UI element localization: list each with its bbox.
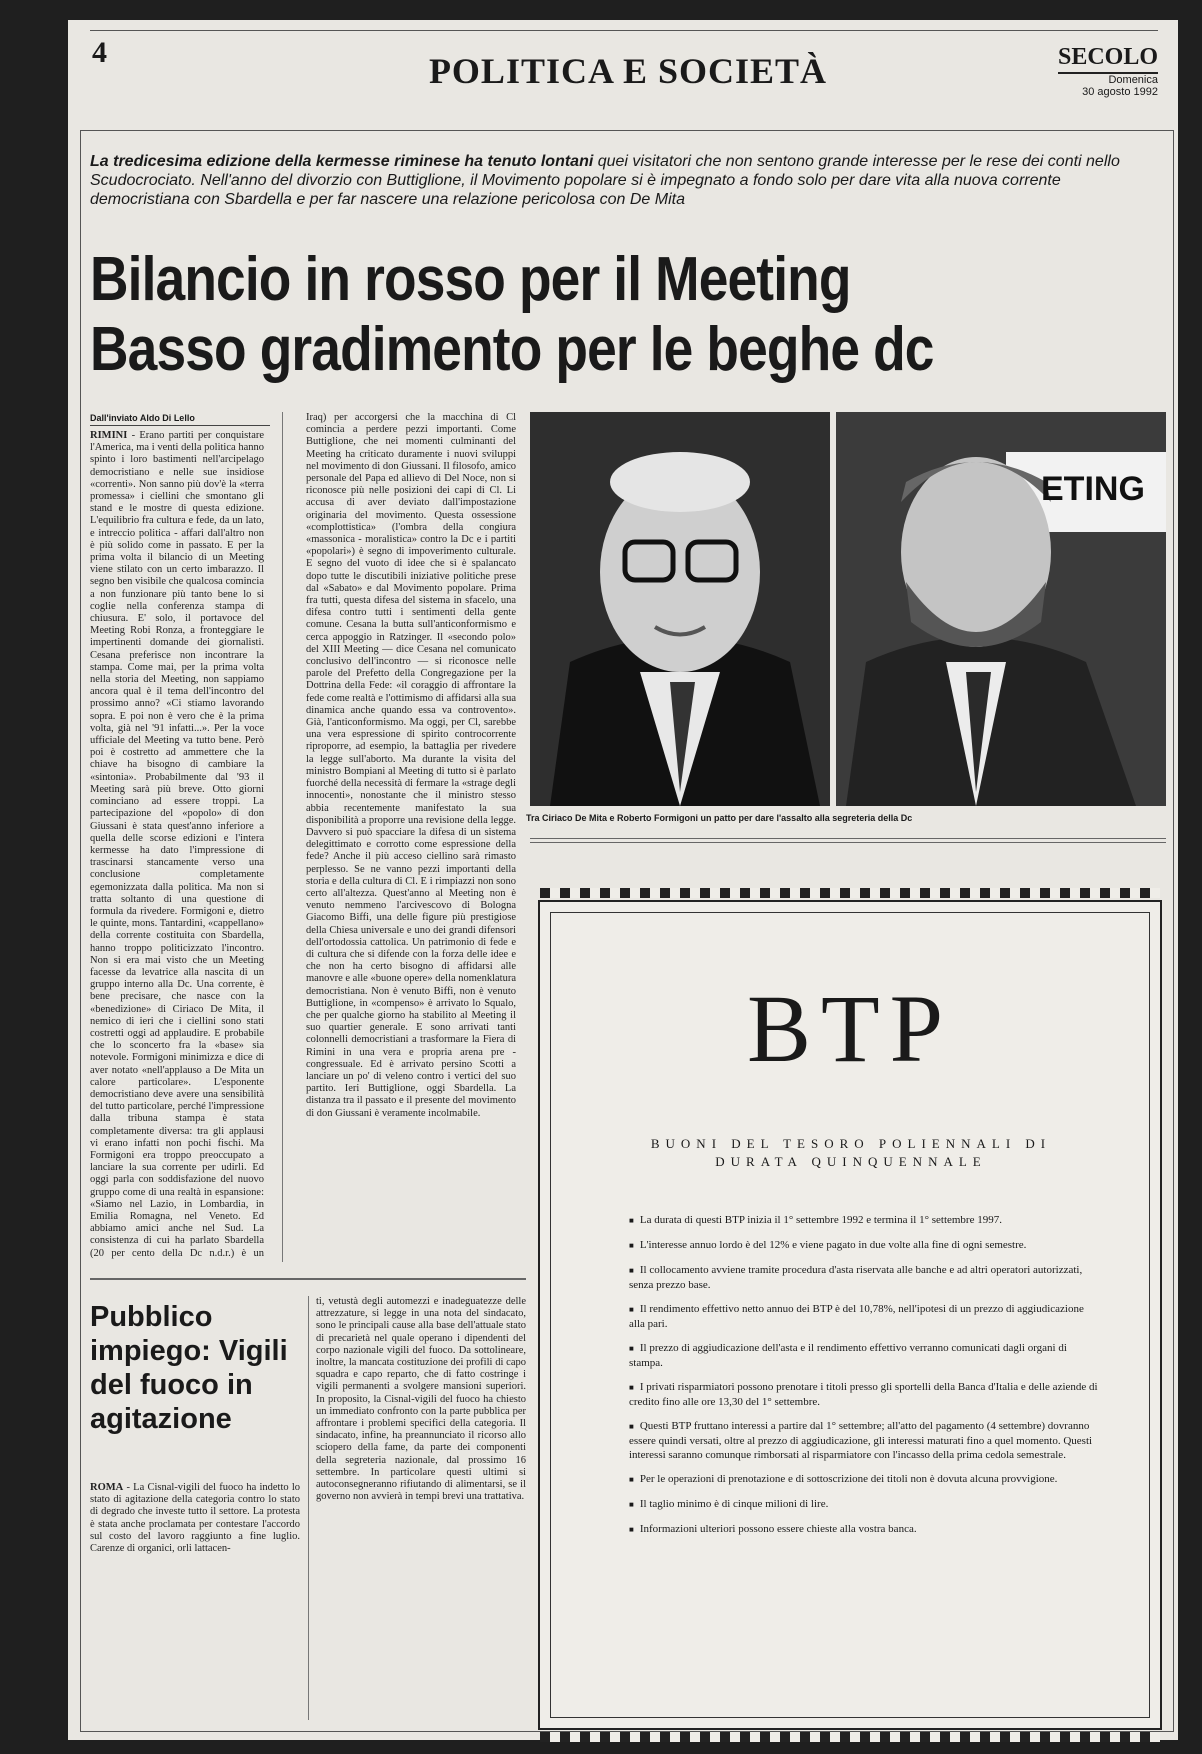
- ad-border-top: [540, 888, 1160, 898]
- section-title: POLITICA E SOCIETÀ: [428, 51, 828, 91]
- ad-bullet: ■ Il rendimento effettivo netto annuo dei BTP è del 10,78%, nell'ipotesi di un prezzo di aggiudicazione alla pari.: [629, 1303, 1084, 1330]
- ad-bullet: ■ I privati risparmiatori possono prenotare i titoli presso gli sportelli della Banca d'Italia e delle aziende di credito fino alle ore 13,30 del 1° settembre.: [629, 1381, 1098, 1408]
- kicker-rest: quei visitatori che non sentono grande interesse per le rese dei conti nello Scudocrociato. Nell'anno del divorzio con Buttiglione, il Movimento popolare si è impegnato a fondo solo per dare vita alla nuova corrente democristiana con Sbardella e per far nascere una relazione pericolosa con De Mita: [90, 153, 1120, 208]
- ad-bullet: ■ Informazioni ulteriori possono essere chieste alla vostra banca.: [629, 1523, 917, 1535]
- masthead: [1058, 44, 1158, 98]
- bullet-icon: ■: [629, 1344, 634, 1353]
- second-column-divider: [308, 1296, 309, 1720]
- column-divider: [282, 412, 283, 1262]
- bullet-icon: ■: [629, 1475, 634, 1484]
- ad-bullet: ■ La durata di questi BTP inizia il 1° settembre 1992 e termina il 1° settembre 1997.: [629, 1214, 1002, 1226]
- headline-line-1: Bilancio in rosso per il Meeting: [90, 245, 851, 314]
- second-article-column-1: [90, 1482, 300, 1718]
- bullet-icon: ■: [629, 1305, 634, 1314]
- ad-bullet: ■ Il collocamento avviene tramite procedura d'asta riservata alle banche e ad altri operatori autorizzati, senza prezzo base.: [629, 1264, 1083, 1291]
- ad-bullet: ■ Il taglio minimo è di cinque milioni di lire.: [629, 1498, 829, 1510]
- ad-bullet-list: [629, 1213, 1099, 1547]
- dateline: RIMINI: [90, 430, 128, 441]
- ad-border-bottom: [540, 1732, 1160, 1742]
- second-column-1-text: - La Cisnal-vigili del fuoco ha indetto lo stato di agitazione della categoria contro lo stato di degrado che investe tutto il settore. La protesta è stata anche proclamata per contestare l'accordo sul costo del lavoro raggiunto a fine luglio. Carenze di organici, orli lattacen-: [90, 1482, 300, 1555]
- bullet-icon: ■: [629, 1216, 634, 1225]
- article-headline: [90, 245, 1010, 385]
- btp-advertisement: [538, 900, 1162, 1730]
- article-kicker: [90, 152, 1150, 209]
- second-dateline: ROMA: [90, 1482, 124, 1493]
- headline-line-2: Basso gradimento per le beghe dc: [90, 315, 934, 384]
- bullet-icon: ■: [629, 1422, 634, 1431]
- bullet-icon: ■: [629, 1241, 634, 1250]
- bullet-icon: ■: [629, 1266, 634, 1275]
- ad-bullet: ■ Il prezzo di aggiudicazione dell'asta e il rendimento effettivo verranno comunicati dagli organi di stampa.: [629, 1342, 1067, 1369]
- caption-rule-2: [530, 842, 1166, 843]
- article-column-2: Iraq) per accorgersi che la macchina di Cl comincia a perdere pezzi importanti. Come Buttiglione, che nei momenti culminanti del Meeting ha criticato duramente i nuovi sviluppi nel movimento di don Giussani. Il filosofo, amico personale del Papa ed allievo di Del Noce, non si riconosce più nelle posizioni dei capi di Cl. Li accusa di aver deviato dall'impostazione originaria del movimento. Questa ossessione «complottistica» (l'ombra della congiura «massonica - moralistica» contro la Dc e i partiti «popolari») è segno di impoverimento culturale. E segno del vuoto di idee che si è spalancato dopo tutte le discutibili iniziative politiche prese dal «Sabato» e dal Movimento popolare. Prima fra tutti, questa difesa del sistema in sfacelo, una difesa contro tutti i sentimenti della gente comune. Cesana la butta sull'anticonformismo e cerca appoggio in Ratzinger. Il «secondo polo» del XIII Meeting — dice Cesana nel comunicato conclusivo dell'incontro — si riconosce nelle parole del Prefetto della Congregazione per la Dottrina della Fede: «il coraggio di affrontare la fede come realtà e l'ottimismo di affidarsi alla sua dinamica anche quando essa va controvento». Già, l'anticonformismo. Ma oggi, per Cl, sarebbe una vera espressione di spirito controcorrente riproporre, ad esempio, la battaglia per rivedere la legge sull'aborto. Ma durante la visita del ministro Bompiani al Meeting di tutto si è parlato fuorché della necessità di fermare la «strage degli innocenti», nonostante che il ministro stesso abbia recentemente manifestato la sua disponibilità a proporre una revisione della legge. Davvero si può spacciare la difesa di un sistema delegittimato e corrotto come espressione della fede? Anche il più acceso ciellino sarà rimasto perplesso. Se ne vanno pezzi importanti della storia e della cultura di Cl. E i rimpiazzi non sono certo all'altezza. Quest'anno al Meeting non è venuto nemmeno l'arcivescovo di Bologna Giacomo Biffi, una delle figure più prestigiose della Chiesa universale e uno dei grandi difensori dell'ortodossia cattolica. Un patrimonio di fede e di cultura che si difende con la forza delle idee e che non ha certo bisogno di affidarsi alle manovre e alle «buone opere» della nomenklatura democristiana. Non è venuto Biffi, non è venuto Buttiglione, in «compenso» è arrivato lo Squalo, che per qualche giorno ha stabilito al Meeting il suo quartier generale. E sono arrivati tanti colonnelli democristiani a trasformare la Fiera di Rimini in una vera e propria arena pre - congressuale. Ed è arrivato persino Scotti a lanciare un po' di veleno contro i vertici del suo partito. Ieri Buttiglione, oggi Sbardella. La distanza tra il passato e il presente del movimento di don Giussani è veramente incolmabile.: [306, 412, 516, 1119]
- ad-subtitle: BUONI DEL TESORO POLIENNALI DI DURATA QUINQUENNALE: [650, 1136, 1052, 1169]
- newspaper-page: [68, 20, 1178, 1740]
- article-column-1: [90, 430, 264, 1260]
- second-headline: Pubblico impiego: Vigili del fuoco in agitazione: [90, 1301, 288, 1435]
- photo-caption: Tra Ciriaco De Mita e Roberto Formigoni un patto per dare l'assalto alla segreteria della Dc: [526, 813, 913, 823]
- byline: Dall'inviato Aldo Di Lello: [90, 413, 270, 426]
- issue-day: Domenica: [1108, 74, 1158, 86]
- top-rule: [90, 30, 1158, 31]
- photo-de-mita: [530, 412, 830, 806]
- bullet-icon: ■: [629, 1383, 634, 1392]
- ad-bullet: ■ Questi BTP fruttano interessi a partire dal 1° settembre; all'atto del pagamento (4 settembre) dovranno essere quindi versati, oltre al prezzo di aggiudicazione, gli interessi maturati fino a quel momento. Questi interessi saranno comunque rimborsati al risparmiatore con l'incasso della prima cedola semestrale.: [629, 1420, 1093, 1461]
- masthead-logo: SECOLO: [1058, 44, 1158, 74]
- ad-bullet: ■ Per le operazioni di prenotazione e di sottoscrizione dei titoli non è dovuta alcuna provvigione.: [629, 1473, 1058, 1485]
- meeting-banner-text: ETING: [1041, 470, 1145, 508]
- portrait-de-mita-image: [530, 412, 830, 806]
- bullet-icon: ■: [629, 1500, 634, 1509]
- kicker-bold: La tredicesima edizione della kermesse riminese ha tenuto lontani: [90, 153, 594, 170]
- section-separator: [90, 1278, 526, 1280]
- ad-title: BTP: [746, 975, 954, 1082]
- ad-inner-frame: [550, 912, 1150, 1718]
- bullet-icon: ■: [629, 1525, 634, 1534]
- caption-rule: [530, 838, 1166, 839]
- second-article-column-2: ti, vetustà degli automezzi e inadeguatezze delle attrezzature, si legge in una nota del sindacato, sono le principali cause alla base dell'attuale stato di precarietà nel quale operano i dipendenti del corpo nazionale vigili del fuoco. Da sottolineare, inoltre, la mancata costituzione dei profili di capo squadra e capo reparto, che di fatto costringe i vigili permanenti a svolgere mansioni superiori. In proposito, la Cisnal-vigili del fuoco ha chiesto un immediato confronto con la parte pubblica per affrontare i problemi specifici della categoria. Il sindacato, infine, ha preannunciato il ricorso allo sciopero della fame, da parte dei componenti della segreteria nazionale, dal prossimo 16 settembre. In particolare questi ultimi si autoconsegneranno rifiutando di alimentarsi, se il governo non avvierà in tempi brevi una trattativa.: [316, 1296, 526, 1503]
- issue-date: 30 agosto 1992: [1082, 86, 1158, 98]
- photo-formigoni: [836, 412, 1166, 806]
- column-1-text: - Erano partiti per conquistare l'America, ma i venti della politica hanno spinto i loro bastimenti nell'arcipelago democristiano e nelle sue insidiose «correnti». Non sanno più dov'è la «terra promessa» i ciellini che smontano gli stand e le mostre di questa edizione. L'equilibrio fra cultura e fede, da un lato, e intreccio politica - affari dall'altro non è più solido come in passato. E per la prima volta il bilancio di un Meeting viene stilato con un certo imbarazzo. Il segno ben visibile che qualcosa comincia a non funzionare più tanto bene lo si coglie nella conferenza stampa di chiusura. E' solo, il portavoce del Meeting Robi Ronza, a fronteggiare le impertinenti domande dei giornalisti. Cesana preferisce non incontrare la stampa. Come mai, per la prima volta nella storia del Meeting, non sappiamo ancora qual è il tema dell'incontro del prossimo anno? «Ci stiamo lavorando sopra. E poi non è vero che è la prima volta, già nel '91 infatti...». Per la voce ufficiale del Meeting va tutto bene. Però poi è costretto ad ammettere che la chiave ha bisogno di cambiare la «sintonia». Probabilmente dal '93 il Meeting sarà più breve. Otto giorni cominciano ad essere troppi. La partecipazione del «popolo» di don Giussani è stata quest'anno inferiore a quella delle scorse edizioni e l'intera kermesse ha dato l'impressione di trascinarsi stancamente verso una conclusione completamente egemonizzata dalla politica. Ma non si tratta soltanto di una questione di formula da rivedere. Formigoni e, dietro le quinte, mons. Tantardini, «cappellano» della corrente costituita con Sbardella, hanno troppo politicizzato l'incontro. Non si era mai visto che un Meeting facesse da levatrice alla nascita di un gruppo interno alla Dc. Una corrente, è bene precisare, che nasce con la «benedizione» di Ciriaco De Mita, il nemico di ieri che i ciellini sono stati costretti oggi ad applaudire. E probabile che lo sconcerto fra la «base» sia notevole. Formigoni minimizza e dice di aver notato «nell'applauso a De Mita un calore particolare». L'esponente democristiano deve avere una sensibilità del tutto particolare, perché l'impressione dalla tribuna stampa è stata completamente diversa: tra gli applausi vi erano infatti non pochi fischi. Ma Formigoni era troppo preoccupato a lanciare la sua corrente per udirli. Ed oggi parla con soddisfazione del nuovo gruppo come di una realtà in espansione: «Siamo nel Lazio, in Lombardia, in Emilia Romagna, nel Veneto. Ed abbiamo amici anche nel Sud. La consistenza di cui ha parlato Sbardella (20 per cento della Dc n.d.r.) è un: [90, 430, 264, 1259]
- ad-bullet: ■ L'interesse annuo lordo è del 12% e viene pagato in due volte alla fine di ogni semestre.: [629, 1239, 1027, 1251]
- page-number: 4: [92, 36, 107, 69]
